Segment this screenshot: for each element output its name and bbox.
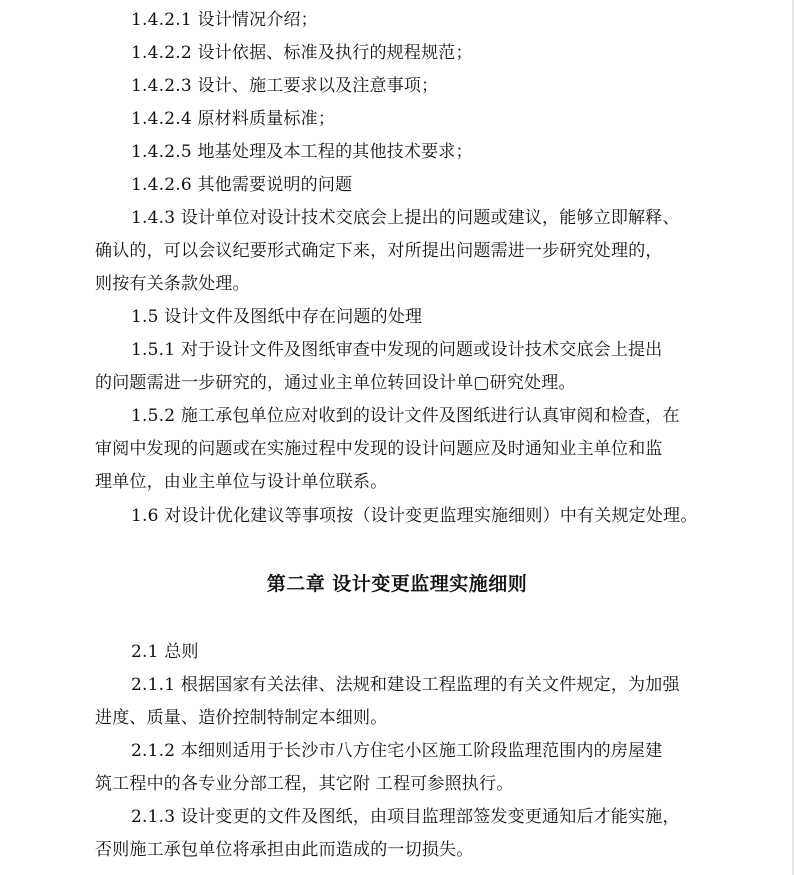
para-1-5-2-line-2: 审阅中发现的问题或在实施过程中发现的设计问题应及时通知业主单位和监 xyxy=(95,439,663,459)
para-2-1-3-line-1: 2.1.3 设计变更的文件及图纸，由项目监理部签发变更通知后才能实施， xyxy=(131,807,680,827)
item-1-4-2-2: 1.4.2.2 设计依据、标准及执行的规程规范； xyxy=(131,43,473,63)
item-1-4-2-6: 1.4.2.6 其他需要说明的问题 xyxy=(131,175,353,195)
para-2-1-2-line-1: 2.1.2 本细则适用于长沙市八方住宅小区施工阶段监理范围内的房屋建 xyxy=(131,741,663,761)
para-2-1-3-line-2: 否则施工承包单位将承担由此而造成的一切损失。 xyxy=(95,840,474,860)
para-1-4-3-line-2: 确认的，可以会议纪要形式确定下来，对所提出问题需进一步研究处理的， xyxy=(95,241,663,261)
item-1-4-2-3: 1.4.2.3 设计、施工要求以及注意事项； xyxy=(131,76,439,96)
section-2-1-title: 2.1 总则 xyxy=(131,642,199,662)
para-1-5-1-line-2: 的问题需进一步研究的，通过业主单位转回设计单▢研究处理。 xyxy=(95,373,576,393)
item-1-4-2-1: 1.4.2.1 设计情况介绍； xyxy=(131,10,318,30)
para-1-6: 1.6 对设计优化建议等事项按（设计变更监理实施细则）中有关规定处理。 xyxy=(131,506,698,526)
para-2-1-1-line-2: 进度、质量、造价控制特制定本细则。 xyxy=(95,708,388,728)
para-1-5-2-line-3: 理单位，由业主单位与设计单位联系。 xyxy=(95,472,388,492)
chapter-heading: 第二章 设计变更监理实施细则 xyxy=(266,573,528,595)
para-1-4-3-line-3: 则按有关条款处理。 xyxy=(95,274,250,294)
section-1-5-title: 1.5 设计文件及图纸中存在问题的处理 xyxy=(131,307,423,327)
para-2-1-2-line-2: 筑工程中的各专业分部工程，其它附 工程可参照执行。 xyxy=(95,774,514,794)
item-1-4-2-5: 1.4.2.5 地基处理及本工程的其他技术要求； xyxy=(131,142,473,162)
para-1-5-2-line-1: 1.5.2 施工承包单位应对收到的设计文件及图纸进行认真审阅和检查，在 xyxy=(131,406,680,426)
para-1-4-3-line-1: 1.4.3 设计单位对设计技术交底会上提出的问题或建议，能够立即解释、 xyxy=(131,208,680,228)
para-2-1-1-line-1: 2.1.1 根据国家有关法律、法规和建设工程监理的有关文件规定，为加强 xyxy=(131,675,680,695)
item-1-4-2-4: 1.4.2.4 原材料质量标准； xyxy=(131,109,336,129)
para-1-5-1-line-1: 1.5.1 对于设计文件及图纸审查中发现的问题或设计技术交底会上提出 xyxy=(131,340,663,360)
